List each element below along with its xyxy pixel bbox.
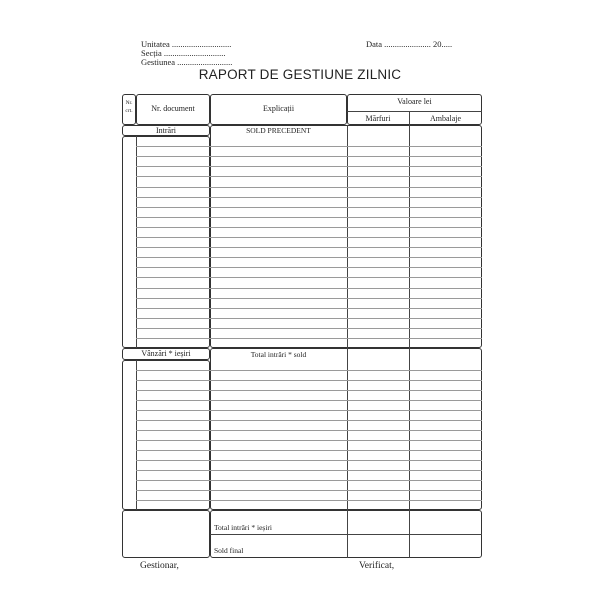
manager-signature: Gestionar, <box>140 561 179 571</box>
ruled-line <box>136 308 482 309</box>
ruled-line <box>136 288 482 289</box>
ruled-line <box>136 277 482 278</box>
ruled-line <box>136 217 482 218</box>
header-document-label: Nr. document <box>151 104 195 113</box>
total-inputs-balance-label: Total intrări * sold <box>250 350 307 359</box>
ruled-line <box>136 298 482 299</box>
ruled-line <box>136 338 482 339</box>
store-field: Gestiunea .......................... <box>141 57 233 67</box>
ruled-line <box>136 237 482 238</box>
header-nr-label: Nr. <box>125 100 133 106</box>
ruled-line <box>136 500 482 501</box>
header-crt-label: crt. <box>125 108 133 114</box>
ruled-line <box>136 370 482 371</box>
header-values-label: Valoare lei <box>397 97 432 106</box>
ruled-line <box>136 187 482 188</box>
page-title: RAPORT DE GESTIUNE ZILNIC <box>198 67 402 82</box>
unit-field: Unitatea ............................ <box>141 39 232 49</box>
ruled-line <box>136 197 482 198</box>
sales-section-label: Vânzări * ieșiri <box>141 349 191 358</box>
ruled-line <box>136 328 482 329</box>
ruled-line <box>136 460 482 461</box>
ruled-line <box>136 247 482 248</box>
ruled-line <box>136 227 482 228</box>
ruled-line <box>136 166 482 167</box>
header-goods-label: Mărfuri <box>365 114 391 123</box>
ruled-line <box>136 390 482 391</box>
ruled-line <box>136 450 482 451</box>
ruled-line <box>136 490 482 491</box>
ruled-line <box>136 480 482 481</box>
totals-left-block <box>122 510 210 558</box>
ruled-line <box>136 400 482 401</box>
header-packaging-label: Ambalaje <box>429 114 462 123</box>
ruled-line <box>136 176 482 177</box>
ruled-line <box>136 470 482 471</box>
inputs-section-label: Intrări <box>156 126 176 135</box>
ruled-line <box>136 420 482 421</box>
ruled-line <box>136 257 482 258</box>
final-balance-label: Sold final <box>214 546 244 555</box>
ruled-line <box>136 156 482 157</box>
ruled-line <box>136 440 482 441</box>
ruled-line <box>136 267 482 268</box>
previous-balance-label: SOLD PRECEDENT <box>246 126 311 135</box>
ruled-line <box>136 430 482 431</box>
verified-signature: Verificat, <box>359 561 395 571</box>
ruled-line <box>136 380 482 381</box>
sales-right-block <box>210 348 482 510</box>
header-explanations-label: Explicații <box>262 104 295 113</box>
ruled-line <box>136 207 482 208</box>
ruled-line <box>136 318 482 319</box>
date-field: Data ...................... 20..... <box>366 39 453 49</box>
total-inputs-outputs-label: Total intrări * ieșiri <box>214 523 273 532</box>
ruled-line <box>136 146 482 147</box>
section-field: Secția ............................. <box>141 48 226 58</box>
ruled-line <box>136 410 482 411</box>
